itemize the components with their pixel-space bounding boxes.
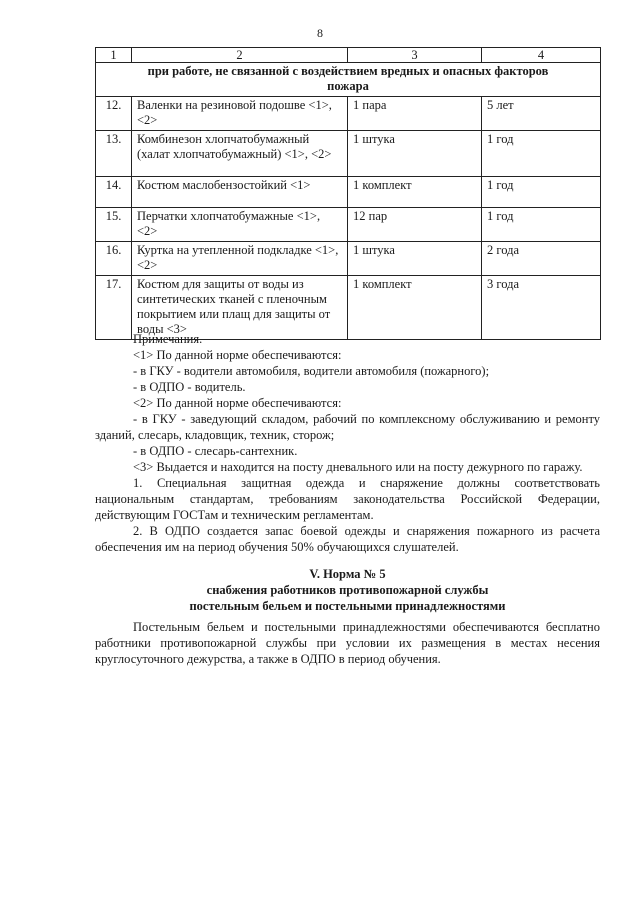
note-paragraph: Примечания.: [133, 332, 203, 346]
item-quantity: 1 штука: [348, 242, 482, 276]
table-row: [96, 242, 601, 276]
table-row: [96, 177, 601, 208]
note-paragraph: <3> Выдается и находится на посту дневального или на посту дежурного по гаражу.: [133, 460, 583, 474]
page-number: 8: [317, 26, 323, 40]
row-number: 13.: [96, 131, 132, 177]
section-title-cell: [96, 63, 601, 97]
item-term: 1 год: [482, 131, 601, 177]
section-heading: [95, 566, 600, 614]
item-quantity: 12 пар: [348, 208, 482, 242]
item-quantity: 1 комплект: [348, 276, 482, 340]
body-paragraph: Постельным бельем и постельными принадлежностями обеспечиваются бесплатно работники противопожарной службы при условии их размещения в местах несения круглосуточного дежурства, а также в ОДПО в период обучения.: [95, 620, 600, 666]
notes-block: [95, 331, 600, 555]
item-quantity: 1 комплект: [348, 177, 482, 208]
note-paragraph: - в ОДПО - водитель.: [133, 380, 246, 394]
header-cell: 2: [132, 48, 348, 63]
table-row: [96, 131, 601, 177]
item-name: Перчатки хлопчатобумажные <1>, <2>: [132, 208, 348, 242]
table-row: [96, 276, 601, 340]
row-number: 17.: [96, 276, 132, 340]
table-row: [96, 97, 601, 131]
section-title-line: пожара: [327, 79, 369, 93]
norm-table: [95, 47, 601, 340]
item-term: 3 года: [482, 276, 601, 340]
note-paragraph: - в ОДПО - слесарь-сантехник.: [133, 444, 298, 458]
table-section-row: [96, 63, 601, 97]
item-term: 1 год: [482, 177, 601, 208]
row-number: 16.: [96, 242, 132, 276]
note-paragraph: <2> По данной норме обеспечиваются:: [133, 396, 342, 410]
note-paragraph: 2. В ОДПО создается запас боевой одежды и снаряжения пожарного из расчета обеспечения им на период обучения 50% обучающихся слушателей.: [95, 524, 600, 554]
item-name: Куртка на утепленной подкладке <1>, <2>: [132, 242, 348, 276]
header-cell: 4: [482, 48, 601, 63]
table-row: [96, 208, 601, 242]
item-name: Костюм для защиты от воды из синтетических тканей с пленочным покрытием или плащ для защиты от воды <3>: [132, 276, 348, 340]
row-number: 15.: [96, 208, 132, 242]
item-name: Валенки на резиновой подошве <1>, <2>: [132, 97, 348, 131]
row-number: 14.: [96, 177, 132, 208]
section-number-title: V. Норма № 5: [309, 567, 386, 581]
note-paragraph: 1. Специальная защитная одежда и снаряжение должны соответствовать национальным стандартам, требованиям законодательства Российской Федерации, действующим ГОСТам и техническим регламентам.: [95, 476, 600, 522]
section-subtitle: постельным бельем и постельными принадлежностями: [189, 599, 506, 613]
section-subtitle: снабжения работников противопожарной службы: [206, 583, 489, 597]
header-cell: 3: [348, 48, 482, 63]
item-term: 2 года: [482, 242, 601, 276]
item-name: Комбинезон хлопчатобумажный (халат хлопчатобумажный) <1>, <2>: [132, 131, 348, 177]
item-quantity: 1 пара: [348, 97, 482, 131]
item-quantity: 1 штука: [348, 131, 482, 177]
row-number: 12.: [96, 97, 132, 131]
note-paragraph: - в ГКУ - водители автомобиля, водители автомобиля (пожарного);: [133, 364, 490, 378]
item-term: 5 лет: [482, 97, 601, 131]
note-paragraph: <1> По данной норме обеспечиваются:: [133, 348, 342, 362]
item-term: 1 год: [482, 208, 601, 242]
header-cell: 1: [96, 48, 132, 63]
table-header-row: [96, 48, 601, 63]
item-name: Костюм маслобензостойкий <1>: [132, 177, 348, 208]
section-title-line: при работе, не связанной с воздействием вредных и опасных факторов: [147, 64, 549, 78]
note-paragraph: - в ГКУ - заведующий складом, рабочий по комплексному обслуживанию и ремонту зданий, слесарь, кладовщик, техник, сторож;: [95, 412, 600, 442]
